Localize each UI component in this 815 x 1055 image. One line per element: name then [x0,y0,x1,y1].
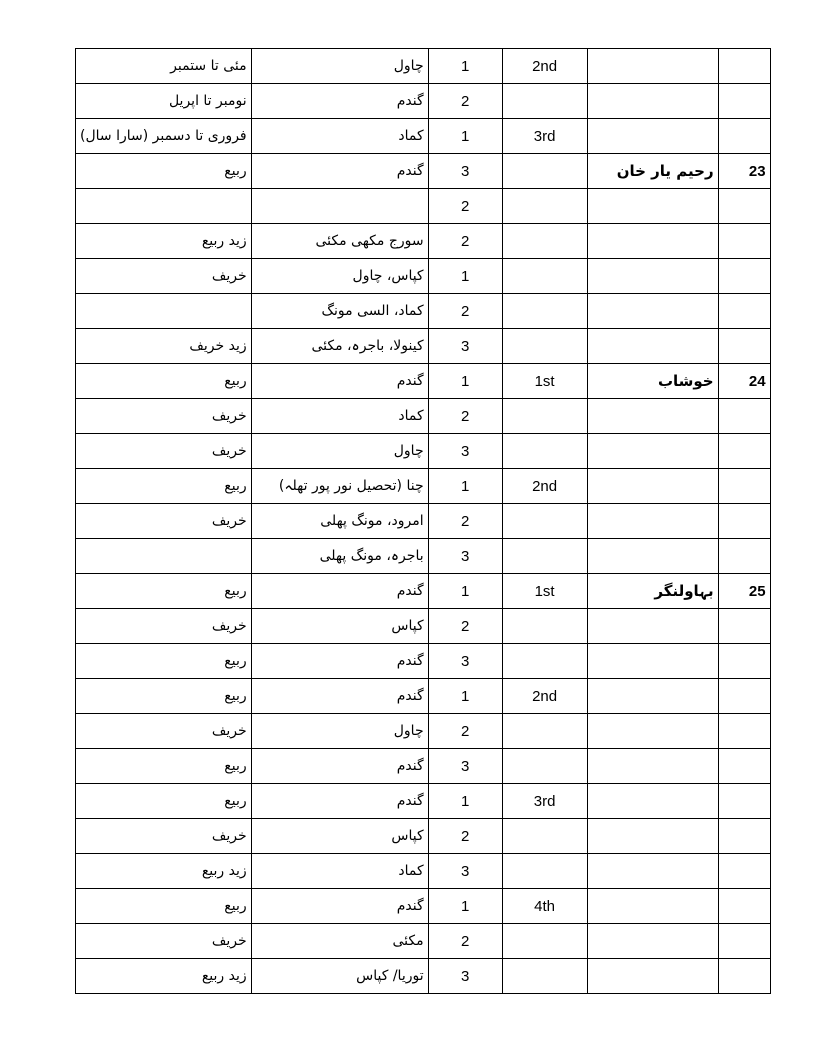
crop-cell: کماد [251,119,428,154]
table-row [76,154,771,189]
district-cell [587,784,718,819]
serial-number-cell [718,959,770,994]
serial-number-cell [718,224,770,259]
position-cell [502,399,587,434]
table-row [76,644,771,679]
rank-cell: 2 [428,504,502,539]
district-cell [587,504,718,539]
position-cell: 3rd [502,784,587,819]
season-cell: خریف [76,504,252,539]
crop-cell: باجرہ، مونگ پھلی [251,539,428,574]
table-row [76,49,771,84]
crop-cell: گندم [251,784,428,819]
district-cell [587,819,718,854]
crop-cell: چاول [251,49,428,84]
season-cell: خریف [76,924,252,959]
rank-cell: 1 [428,119,502,154]
serial-number-cell [718,609,770,644]
district-cell [587,854,718,889]
table-row [76,364,771,399]
district-cell [587,644,718,679]
table-row [76,224,771,259]
table-row [76,819,771,854]
position-cell [502,504,587,539]
position-cell [502,854,587,889]
rank-cell: 1 [428,49,502,84]
table-row [76,959,771,994]
position-cell [502,714,587,749]
serial-number-cell [718,889,770,924]
district-cell [587,49,718,84]
rank-cell: 2 [428,399,502,434]
season-cell: ربیع [76,644,252,679]
serial-number-cell [718,539,770,574]
serial-number-cell [718,399,770,434]
season-cell [76,539,252,574]
season-cell: ربیع [76,889,252,924]
position-cell: 1st [502,364,587,399]
table-row [76,679,771,714]
season-cell: خریف [76,714,252,749]
table-row [76,539,771,574]
rank-cell: 2 [428,819,502,854]
position-cell: 2nd [502,679,587,714]
district-cell [587,259,718,294]
position-cell [502,959,587,994]
district-cell [587,469,718,504]
position-cell [502,84,587,119]
district-cell [587,959,718,994]
table-row [76,84,771,119]
crop-cell: گندم [251,749,428,784]
position-cell: 2nd [502,469,587,504]
table-row [76,504,771,539]
table-row [76,469,771,504]
rank-cell: 2 [428,609,502,644]
serial-number-cell [718,259,770,294]
position-cell [502,609,587,644]
rank-cell: 1 [428,469,502,504]
serial-number-cell [718,119,770,154]
rank-cell: 3 [428,154,502,189]
crop-cell: گندم [251,574,428,609]
district-cell [587,119,718,154]
district-cell [587,329,718,364]
rank-cell: 3 [428,959,502,994]
serial-number-cell [718,84,770,119]
season-cell: ربیع [76,784,252,819]
position-cell: 3rd [502,119,587,154]
table-row [76,574,771,609]
district-cell [587,924,718,959]
season-cell: خریف [76,434,252,469]
crop-cell: گندم [251,644,428,679]
position-cell [502,259,587,294]
position-cell: 1st [502,574,587,609]
season-cell: ربیع [76,469,252,504]
season-cell: مئی تا ستمبر [76,49,252,84]
crop-cell: کماد [251,854,428,889]
rank-cell: 2 [428,224,502,259]
table-row [76,434,771,469]
crop-cell: کپاس [251,819,428,854]
serial-number-cell [718,469,770,504]
position-cell: 4th [502,889,587,924]
serial-number-cell [718,784,770,819]
serial-number-cell [718,714,770,749]
position-cell: 2nd [502,49,587,84]
season-cell: ربیع [76,749,252,784]
crop-cell: کماد، السی مونگ [251,294,428,329]
district-cell [587,889,718,924]
season-cell: زید ربیع [76,854,252,889]
rank-cell: 1 [428,259,502,294]
district-cell [587,749,718,784]
position-cell [502,329,587,364]
district-cell [587,714,718,749]
table-row [76,714,771,749]
district-cell: رحیم یار خان [587,154,718,189]
season-cell: زید ربیع [76,224,252,259]
rank-cell: 3 [428,434,502,469]
rank-cell: 2 [428,189,502,224]
season-cell: زید خریف [76,329,252,364]
serial-number-cell [718,49,770,84]
season-cell [76,294,252,329]
position-cell [502,294,587,329]
crop-cell: کپاس، چاول [251,259,428,294]
season-cell: نومبر تا اپریل [76,84,252,119]
table-row [76,609,771,644]
district-cell [587,399,718,434]
rank-cell: 2 [428,714,502,749]
serial-number-cell [718,434,770,469]
position-cell [502,224,587,259]
crop-cell: سورج مکھی مکئی [251,224,428,259]
season-cell: خریف [76,609,252,644]
serial-number-cell: 25 [718,574,770,609]
crop-cell: چاول [251,434,428,469]
rank-cell: 1 [428,574,502,609]
district-cell [587,609,718,644]
crop-cell: گندم [251,889,428,924]
position-cell [502,644,587,679]
position-cell [502,819,587,854]
position-cell [502,189,587,224]
crop-cell [251,189,428,224]
season-cell: فروری تا دسمبر (سارا سال) [76,119,252,154]
table-row [76,294,771,329]
crop-cell: توریا/ کپاس [251,959,428,994]
serial-number-cell [718,679,770,714]
crop-cell: گندم [251,679,428,714]
season-cell: خریف [76,399,252,434]
table-row [76,119,771,154]
rank-cell: 1 [428,364,502,399]
crop-cell: گندم [251,84,428,119]
season-cell: زید ربیع [76,959,252,994]
crop-table [75,48,771,994]
season-cell: ربیع [76,364,252,399]
district-cell [587,84,718,119]
rank-cell: 2 [428,84,502,119]
table-row [76,259,771,294]
district-cell [587,679,718,714]
crop-cell: چنا (تحصیل نور پور تھلہ) [251,469,428,504]
district-cell: خوشاب [587,364,718,399]
position-cell [502,154,587,189]
district-cell [587,189,718,224]
position-cell [502,434,587,469]
table-row [76,749,771,784]
rank-cell: 2 [428,294,502,329]
district-cell [587,434,718,469]
serial-number-cell [718,924,770,959]
rank-cell: 3 [428,539,502,574]
serial-number-cell [718,294,770,329]
season-cell: خریف [76,259,252,294]
season-cell: خریف [76,819,252,854]
rank-cell: 2 [428,924,502,959]
crop-cell: مکئی [251,924,428,959]
position-cell [502,539,587,574]
table-row [76,924,771,959]
table-row [76,784,771,819]
crop-cell: کینولا، باجرہ، مکئی [251,329,428,364]
serial-number-cell [718,854,770,889]
position-cell [502,749,587,784]
crop-cell: گندم [251,154,428,189]
rank-cell: 3 [428,644,502,679]
district-cell [587,224,718,259]
table-row [76,399,771,434]
rank-cell: 3 [428,749,502,784]
table-row [76,189,771,224]
crop-cell: امرود، مونگ پھلی [251,504,428,539]
position-cell [502,924,587,959]
season-cell [76,189,252,224]
district-cell [587,294,718,329]
season-cell: ربیع [76,679,252,714]
serial-number-cell [718,329,770,364]
rank-cell: 1 [428,679,502,714]
serial-number-cell [718,504,770,539]
serial-number-cell: 23 [718,154,770,189]
rank-cell: 1 [428,784,502,819]
crop-cell: گندم [251,364,428,399]
serial-number-cell [718,644,770,679]
district-cell [587,539,718,574]
serial-number-cell [718,189,770,224]
crop-cell: چاول [251,714,428,749]
table-row [76,329,771,364]
serial-number-cell: 24 [718,364,770,399]
rank-cell: 1 [428,889,502,924]
serial-number-cell [718,749,770,784]
rank-cell: 3 [428,329,502,364]
season-cell: ربیع [76,574,252,609]
rank-cell: 3 [428,854,502,889]
district-cell: بہاولنگر [587,574,718,609]
crop-cell: کپاس [251,609,428,644]
table-row [76,889,771,924]
table-row [76,854,771,889]
crop-cell: کماد [251,399,428,434]
season-cell: ربیع [76,154,252,189]
serial-number-cell [718,819,770,854]
